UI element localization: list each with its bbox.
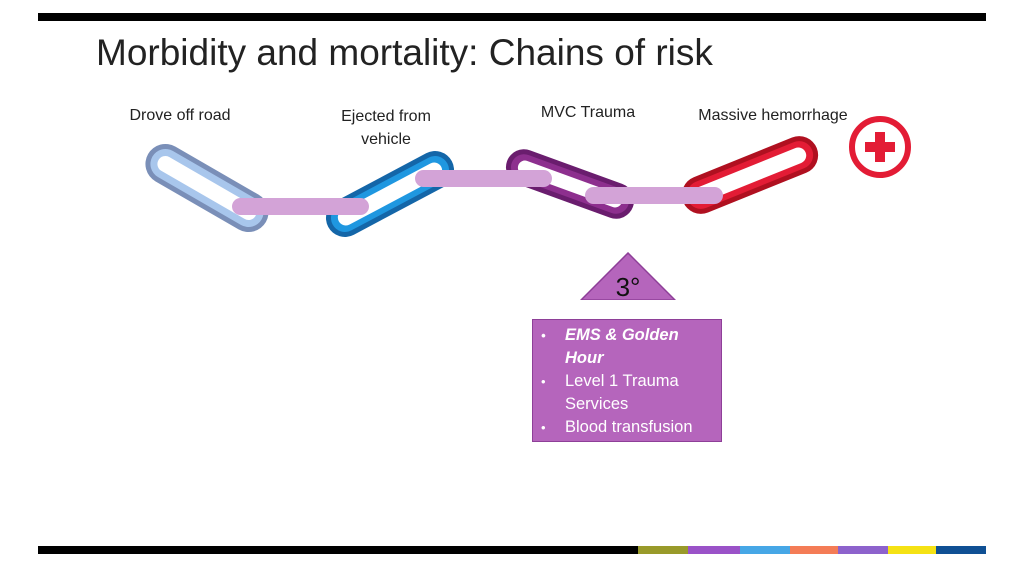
chain-link-2	[319, 144, 460, 243]
footer-bar-segment-yellow	[888, 546, 936, 554]
medical-cross-icon	[852, 119, 908, 175]
footer-bar-segment-orange	[790, 546, 838, 554]
footer-bar-segment-black	[38, 546, 638, 554]
intervention-item-blood-transfusion: • Blood transfusion	[533, 416, 721, 439]
footer-bar-segment-purple	[688, 546, 740, 554]
chain-connector-2	[415, 170, 552, 187]
intervention-list	[533, 320, 721, 439]
link-label-ejected-from-vehicle: Ejected from vehicle	[341, 108, 431, 148]
intervention-item-trauma-services: • Level 1 Trauma Services	[533, 370, 721, 416]
footer-bar-segment-blue	[740, 546, 790, 554]
footer-bar-segment-olive	[638, 546, 688, 554]
link-label-mvc-trauma: MVC Trauma	[540, 104, 636, 121]
chain-link-4	[676, 130, 824, 219]
intervention-item-ems: • EMS & Golden Hour	[533, 324, 721, 370]
chain-connector-1	[232, 198, 369, 215]
link-label-massive-hemorrhage: Massive hemorrhage	[698, 107, 848, 124]
callout-degree-label: 3°	[615, 272, 641, 302]
slide-title: Morbidity and mortality: Chains of risk	[96, 32, 713, 73]
chain-link-1	[138, 137, 276, 240]
footer-bar-segment-violet	[838, 546, 888, 554]
callout-box	[532, 319, 722, 442]
footer-bar-segment-navy	[936, 546, 986, 554]
chain-connector-3	[585, 187, 723, 204]
link-label-drove-off-road: Drove off road	[129, 107, 231, 124]
